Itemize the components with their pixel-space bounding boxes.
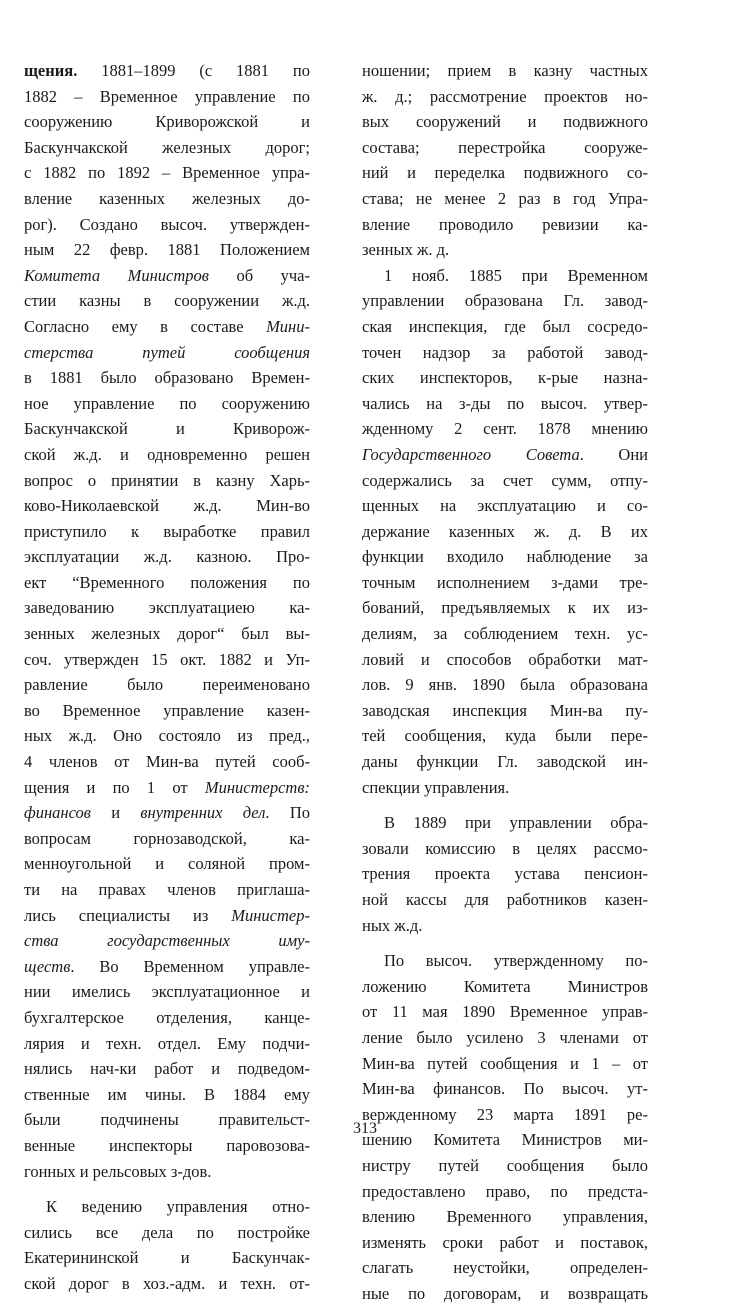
text-run: влению Временного управления,: [362, 1207, 648, 1227]
text-run: эксплуатации ж.д. казною. Про-: [24, 547, 310, 567]
text-run: Екатерининской и Баскунчак-: [24, 1248, 310, 1268]
text-line: [24, 698, 310, 724]
text-line: [362, 621, 648, 647]
text-run: состава; перестройка сооруже-: [362, 137, 648, 157]
text-line: [362, 836, 648, 862]
text-line: [362, 288, 648, 314]
italic-run: финансов: [24, 803, 91, 823]
text-run: щенных на эксплуатацию и со-: [362, 496, 648, 516]
text-run: . Они: [579, 444, 649, 464]
text-line: [24, 109, 310, 135]
text-line: [24, 800, 310, 826]
text-run: стии казны в сооружении ж.д.: [24, 291, 310, 311]
text-run: вление проводило ревизии ка-: [362, 214, 648, 234]
text-run: от 11 мая 1890 Временное управ-: [362, 1002, 648, 1022]
text-run: соч. утвержден 15 окт. 1882 и Уп-: [24, 649, 310, 669]
text-line: [24, 519, 310, 545]
text-line: [362, 416, 648, 442]
text-line: [362, 1179, 648, 1205]
text-run: Баскунчакской и Криворож-: [24, 419, 310, 439]
left-text-column: [24, 58, 310, 1297]
text-run: менноугольной и соляной пром-: [24, 854, 310, 874]
text-line: [24, 1005, 310, 1031]
text-line: [362, 340, 648, 366]
text-run: щения и по 1 от: [24, 777, 205, 797]
text-line: [362, 493, 648, 519]
text-run: функции входило наблюдение за: [362, 547, 648, 567]
text-line: [24, 647, 310, 673]
text-line: [362, 109, 648, 135]
text-run: во Временное управление казен-: [24, 700, 310, 720]
text-run: чались на з-ды по высоч. утвер-: [362, 393, 648, 413]
text-line: [24, 416, 310, 442]
text-line: [24, 1194, 310, 1220]
text-line: [362, 212, 648, 238]
text-line: [362, 135, 648, 161]
text-run: вержденному 23 марта 1891 ре-: [362, 1104, 648, 1124]
text-run: держание казенных ж. д. В их: [362, 521, 648, 541]
text-line: [24, 749, 310, 775]
text-run: точен надзор за работой завод-: [362, 342, 648, 362]
text-line: [24, 263, 310, 289]
italic-run: Мини-: [266, 316, 310, 336]
text-run: ные по договорам, и возвращать: [362, 1283, 648, 1303]
text-run: ление было усилено 3 членами от: [362, 1027, 648, 1047]
text-line: [362, 698, 648, 724]
text-line: [362, 672, 648, 698]
text-run: содержались за счет сумм, отпу-: [362, 470, 648, 490]
text-run: бухгалтерское отделения, канце-: [24, 1007, 310, 1027]
text-run: зенных железных дорог“ был вы-: [24, 624, 310, 644]
text-line: [362, 948, 648, 974]
text-run: точным исполнением з-дами тре-: [362, 572, 648, 592]
text-line: [362, 365, 648, 391]
text-run: ти на правах членов приглаша-: [24, 880, 310, 899]
text-line: [24, 903, 310, 929]
text-line: [362, 974, 648, 1000]
text-line: [24, 1220, 310, 1246]
text-run: сооружению Криворожской и: [24, 112, 310, 132]
text-line: [24, 621, 310, 647]
text-run: равление было переименовано: [24, 675, 310, 695]
text-run: вопрос о принятии в казну Харь-: [24, 470, 310, 490]
italic-run: ства государственных иму-: [24, 931, 310, 951]
text-line: [24, 979, 310, 1005]
text-run: нялись нач-ки работ и подведом-: [24, 1059, 310, 1079]
text-run: изменять сроки работ и поставок,: [362, 1232, 648, 1252]
text-run: гонных и рельсовых з-дов.: [24, 1161, 212, 1181]
text-line: [362, 913, 648, 939]
text-run: заведованию эксплуатациею ка-: [24, 598, 310, 618]
text-run: ская инспекция, где был сосредо-: [362, 316, 648, 336]
text-run: В 1889 при управлении обра-: [384, 813, 648, 833]
text-line: [362, 1281, 648, 1307]
text-line: [362, 58, 648, 84]
text-line: [362, 1230, 648, 1256]
text-run: Согласно ему в составе: [24, 316, 267, 336]
text-line: [362, 570, 648, 596]
text-run: управлении образована Гл. завод-: [362, 291, 648, 311]
text-line: [24, 1245, 310, 1271]
text-line: [24, 826, 310, 852]
text-line: [24, 595, 310, 621]
text-line: [362, 749, 648, 775]
text-line: [24, 570, 310, 596]
italic-run: Министерств:: [204, 777, 310, 797]
text-run: предоставлено право, по предста-: [362, 1181, 648, 1201]
text-line: [362, 595, 648, 621]
text-run: ное управление по сооружению: [24, 393, 310, 413]
text-line: [24, 1031, 310, 1057]
text-run: ных ж.д.: [362, 915, 423, 935]
text-run: 1 нояб. 1885 при Временном: [384, 265, 648, 285]
text-run: делиям, за соблюдением техн. ус-: [362, 624, 648, 644]
text-line: [24, 851, 310, 877]
text-run: ным 22 февр. 1881 Положением: [24, 240, 310, 260]
text-run: зовали комиссию в целях рассмо-: [362, 838, 648, 858]
text-run: ж. д.; рассмотрение проектов но-: [362, 86, 648, 106]
text-run: венные инспекторы паровозова-: [24, 1135, 310, 1155]
text-line: [362, 84, 648, 110]
text-run: Мин-ва путей сообщения и 1 – от: [362, 1053, 648, 1073]
text-line: [24, 1082, 310, 1108]
italic-run: стерства путей сообщения: [24, 342, 310, 362]
text-line: [362, 263, 648, 289]
text-run: ний и переделка подвижного со-: [362, 163, 648, 183]
text-run: ково-Николаевской ж.д. Мин-во: [24, 496, 310, 516]
text-line: [24, 84, 310, 110]
text-run: ских инспекторов, к-рые назна-: [362, 368, 648, 388]
text-run: вопросам горнозаводской, ка-: [24, 828, 310, 848]
text-run: ственные им чины. В 1884 ему: [24, 1084, 310, 1104]
text-run: шению Комитета Министров ми-: [362, 1130, 648, 1150]
text-line: [362, 1025, 648, 1051]
text-line: [362, 468, 648, 494]
text-line: [362, 1255, 648, 1281]
text-line: [24, 365, 310, 391]
text-run: ской дорог в хоз.-адм. и техн. от-: [24, 1273, 310, 1293]
text-run: жденному 2 сент. 1878 мнению: [362, 419, 648, 439]
text-run: 1882 – Временное управление по: [24, 86, 310, 106]
text-line: [24, 723, 310, 749]
text-run: спекции управления.: [362, 777, 510, 797]
text-run: 4 членов от Мин-ва путей сооб-: [24, 752, 310, 772]
text-run: и: [90, 803, 141, 823]
text-line: [362, 810, 648, 836]
text-line: [24, 340, 310, 366]
bold-run: щения.: [24, 61, 78, 80]
text-run: ловий и способов обработки мат-: [362, 649, 648, 669]
text-line: [24, 672, 310, 698]
text-line: [24, 186, 310, 212]
text-line: [24, 877, 310, 903]
text-run: . По: [265, 803, 310, 823]
italic-run: Комитета Министров: [24, 265, 209, 285]
text-run: лись специалисты из: [24, 905, 232, 925]
text-run: ложению Комитета Министров: [362, 976, 648, 996]
text-line: [24, 1159, 310, 1185]
text-line: [362, 1204, 648, 1230]
text-run: заводская инспекция Мин-ва пу-: [362, 700, 648, 720]
text-line: [24, 544, 310, 570]
text-run: ношении; прием в казну частных: [362, 61, 648, 80]
text-run: трения проекта устава пенсион-: [362, 864, 648, 884]
text-line: [362, 999, 648, 1025]
text-run: рог). Создано высоч. утвержден-: [24, 214, 310, 234]
text-line: [362, 391, 648, 417]
text-run: ной кассы для работников казен-: [362, 890, 648, 909]
text-line: [362, 442, 648, 468]
text-run: с 1882 по 1892 – Временное упра-: [24, 163, 310, 183]
text-run: нии имелись эксплуатационное и: [24, 982, 310, 1002]
text-run: лярия и техн. отдел. Ему подчи-: [24, 1033, 310, 1053]
text-run: тей сообщения, куда были пере-: [362, 726, 648, 746]
italic-run: ществ: [24, 956, 71, 976]
text-run: 1881–1899 (с 1881 по: [77, 61, 310, 80]
text-run: вление казенных железных до-: [24, 188, 310, 208]
text-line: [24, 212, 310, 238]
text-run: По высоч. утвержденному по-: [384, 951, 648, 971]
italic-run: внутренних дел: [140, 803, 266, 823]
text-line: [24, 58, 310, 84]
text-line: [24, 288, 310, 314]
text-line: [362, 519, 648, 545]
text-line: [24, 928, 310, 954]
text-run: зенных ж. д.: [362, 240, 450, 260]
text-line: [362, 1153, 648, 1179]
text-run: ект “Временного положения по: [24, 572, 310, 592]
text-run: приступило к выработке правил: [24, 521, 310, 541]
text-run: става; не менее 2 раз в год Упра-: [362, 188, 648, 208]
text-line: [362, 647, 648, 673]
text-line: [24, 468, 310, 494]
text-line: [362, 1076, 648, 1102]
text-run: в 1881 было образовано Времен-: [24, 368, 310, 388]
text-line: [24, 160, 310, 186]
text-line: [24, 314, 310, 340]
italic-run: Министер-: [231, 905, 310, 925]
text-run: вых сооружений и подвижного: [362, 112, 648, 132]
text-line: [24, 237, 310, 263]
text-run: сились все дела по постройке: [24, 1222, 310, 1242]
text-line: [24, 1056, 310, 1082]
text-run: ской ж.д. и одновременно решен: [24, 444, 310, 464]
text-line: [24, 775, 310, 801]
text-run: К ведению управления отно-: [46, 1197, 310, 1217]
text-run: слагать неустойки, определен-: [362, 1258, 648, 1278]
text-line: [362, 237, 648, 263]
text-line: [362, 544, 648, 570]
text-run: даны функции Гл. заводской ин-: [362, 752, 648, 772]
text-run: об уча-: [208, 265, 311, 285]
text-run: Мин-ва финансов. По высоч. ут-: [362, 1079, 648, 1099]
text-line: [362, 775, 648, 801]
text-line: [362, 160, 648, 186]
text-run: . Во Временном управле-: [70, 956, 310, 976]
text-line: [24, 493, 310, 519]
page-number: 313: [353, 1120, 377, 1137]
text-run: нистру путей сообщения было: [362, 1155, 648, 1175]
text-line: [24, 391, 310, 417]
text-line: [362, 861, 648, 887]
text-line: [362, 887, 648, 913]
text-line: [362, 186, 648, 212]
text-run: бований, предъявляемых к их из-: [362, 598, 648, 618]
text-run: были подчинены правительст-: [24, 1110, 310, 1130]
text-line: [24, 1271, 310, 1297]
text-run: ных ж.д. Оно состояло из пред.,: [24, 726, 310, 746]
text-line: [24, 442, 310, 468]
text-line: [362, 314, 648, 340]
text-line: [362, 1051, 648, 1077]
text-run: лов. 9 янв. 1890 была образована: [362, 675, 648, 695]
text-run: Баскунчакской железных дорог;: [24, 137, 310, 157]
text-line: [362, 723, 648, 749]
text-line: [24, 954, 310, 980]
text-line: [24, 135, 310, 161]
italic-run: Государственного Совета: [362, 444, 580, 464]
